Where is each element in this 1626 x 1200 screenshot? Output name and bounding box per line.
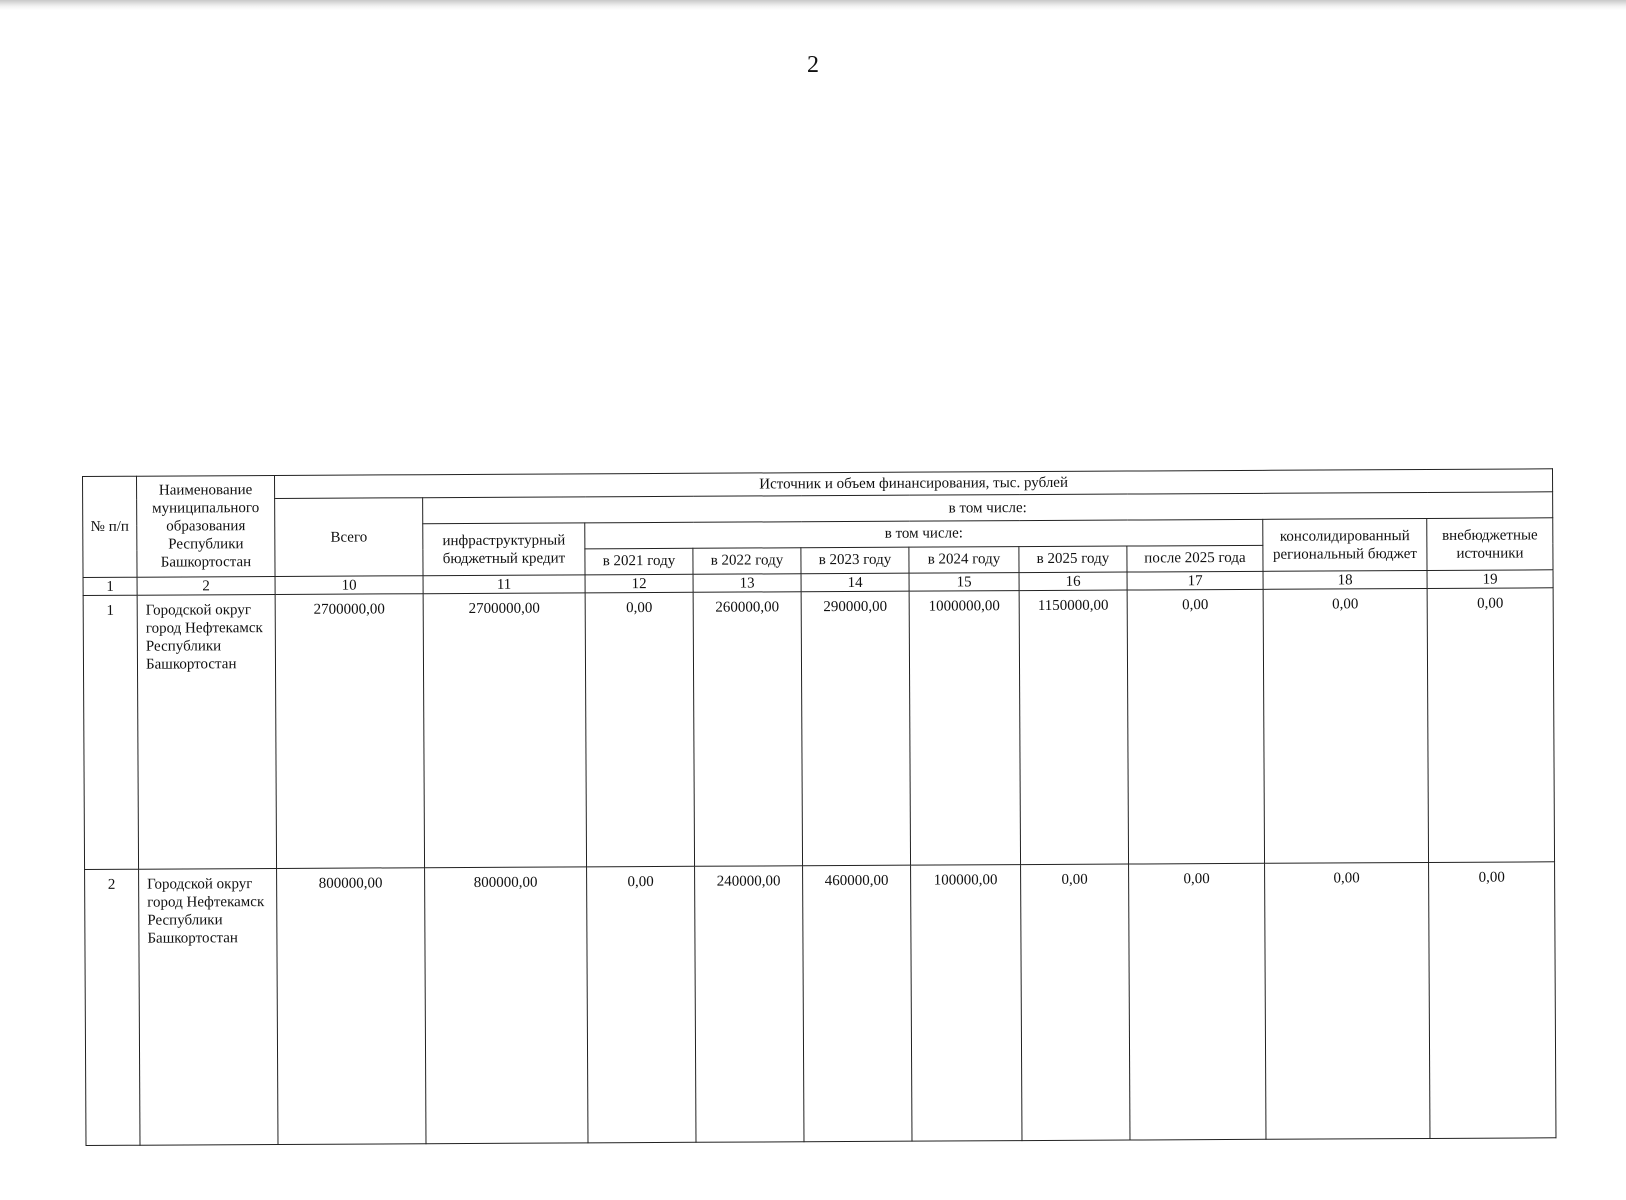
y2022-cell: 260000,00	[693, 592, 802, 866]
after2025-cell: 0,00	[1127, 590, 1264, 864]
y2021-cell: 0,00	[587, 866, 696, 1142]
row-number: 1	[83, 596, 138, 870]
header-including: в том числе:	[423, 492, 1553, 523]
header-consolidated-budget: консолидированный региональный бюджет	[1263, 518, 1427, 571]
header-2023: в 2023 году	[801, 547, 909, 574]
col-number: 16	[1019, 572, 1127, 591]
y2023-cell: 290000,00	[801, 592, 910, 866]
y2025-cell: 0,00	[1021, 864, 1130, 1140]
col-number: 10	[275, 576, 423, 595]
extrabudget-cell: 0,00	[1427, 588, 1555, 862]
header-2025: в 2025 году	[1019, 546, 1127, 573]
col-number: 11	[423, 575, 585, 594]
municipality-name: Городской округ город Нефтекамск Республики Башкортостан	[139, 869, 278, 1146]
header-2021: в 2021 году	[585, 548, 693, 575]
col-number: 18	[1263, 571, 1427, 590]
col-number: 1	[83, 577, 137, 596]
scan-edge	[0, 0, 1626, 10]
y2023-cell: 460000,00	[803, 865, 912, 1141]
y2022-cell: 240000,00	[695, 866, 804, 1142]
col-number: 15	[909, 573, 1019, 592]
header-financing-source: Источник и объем финансирования, тыс. рублей	[274, 469, 1552, 499]
header-no: № п/п	[83, 476, 138, 577]
infra-credit-cell: 2700000,00	[423, 593, 586, 868]
after2025-cell: 0,00	[1129, 864, 1266, 1141]
col-number: 12	[585, 574, 693, 593]
municipality-name: Городской округ город Нефтекамск Республики Башкортостан	[137, 595, 276, 869]
total-cell: 800000,00	[277, 868, 426, 1145]
header-after-2025: после 2025 года	[1127, 545, 1263, 572]
col-number: 17	[1127, 571, 1263, 590]
col-number: 19	[1427, 570, 1553, 589]
table-row	[85, 862, 1557, 1146]
header-extrabudget: внебюджетные источники	[1427, 518, 1553, 571]
header-including-years: в том числе:	[585, 519, 1263, 548]
consolidated-cell: 0,00	[1265, 863, 1430, 1140]
header-2024: в 2024 году	[909, 546, 1019, 573]
header-municipality: Наименование муниципального образования Республики Башкортостан	[137, 475, 276, 577]
infra-credit-cell: 800000,00	[425, 867, 588, 1144]
header-2022: в 2022 году	[693, 547, 801, 574]
total-cell: 2700000,00	[275, 594, 424, 868]
y2024-cell: 100000,00	[911, 865, 1022, 1141]
y2025-cell: 1150000,00	[1019, 590, 1128, 864]
y2024-cell: 1000000,00	[909, 591, 1020, 865]
financing-table	[82, 468, 1557, 1146]
extrabudget-cell: 0,00	[1429, 862, 1557, 1138]
table-row	[83, 588, 1555, 869]
consolidated-cell: 0,00	[1263, 589, 1428, 864]
col-number: 2	[137, 577, 275, 596]
col-number: 13	[693, 574, 801, 593]
page-number: 2	[807, 52, 819, 78]
row-number: 2	[85, 869, 140, 1145]
header-infra-credit: инфраструктурный бюджетный кредит	[423, 523, 585, 576]
header-total: Всего	[275, 498, 423, 576]
y2021-cell: 0,00	[585, 593, 694, 867]
col-number: 14	[801, 573, 909, 592]
